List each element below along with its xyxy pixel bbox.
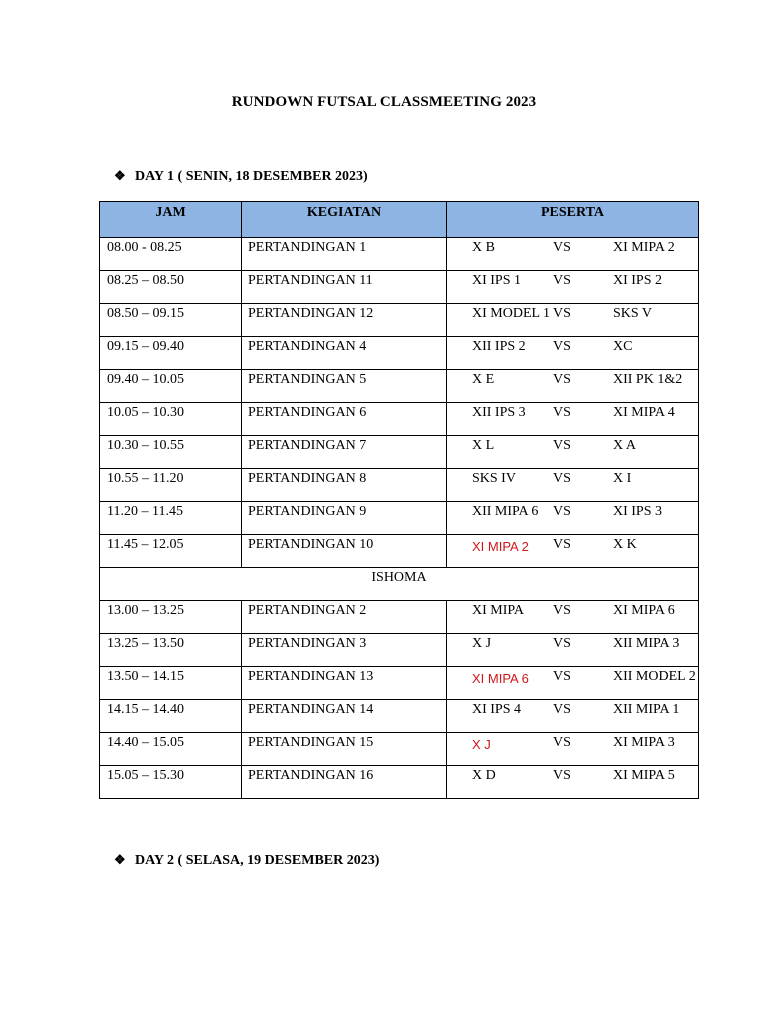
vs-label: VS (553, 537, 571, 552)
time-cell: 13.50 – 14.15 (100, 667, 242, 700)
team-b: XI MIPA 3 (613, 735, 675, 750)
vs-label: VS (553, 702, 571, 717)
column-header-peserta: PESERTA (447, 202, 699, 238)
team-b: XI MIPA 4 (613, 405, 675, 420)
participants-cell (447, 601, 699, 634)
team-b: XII MIPA 1 (613, 702, 680, 717)
participants-cell (447, 304, 699, 337)
vs-label: VS (553, 669, 571, 684)
activity-cell: PERTANDINGAN 7 (242, 436, 447, 469)
participants-cell (447, 766, 699, 799)
vs-label: VS (553, 471, 571, 486)
document-title: RUNDOWN FUTSAL CLASSMEETING 2023 (231, 94, 537, 110)
team-b: XII PK 1&2 (613, 372, 683, 387)
day2-heading (114, 852, 379, 869)
table-row (100, 766, 699, 799)
table-row (100, 700, 699, 733)
table-row (100, 238, 699, 271)
team-a: XI MIPA (472, 603, 524, 618)
vs-label: VS (553, 438, 571, 453)
time-cell: 10.05 – 10.30 (100, 403, 242, 436)
diamond-bullet-icon: ❖ (114, 168, 126, 183)
vs-label: VS (553, 306, 571, 321)
time-cell: 08.50 – 09.15 (100, 304, 242, 337)
activity-cell: PERTANDINGAN 12 (242, 304, 447, 337)
participants-cell (447, 436, 699, 469)
team-b: XI MIPA 5 (613, 768, 675, 783)
vs-label: VS (553, 504, 571, 519)
column-header-jam: JAM (100, 202, 242, 238)
team-b: XC (613, 339, 633, 354)
participants-cell (447, 337, 699, 370)
activity-cell: PERTANDINGAN 8 (242, 469, 447, 502)
team-a: X D (472, 768, 496, 783)
time-cell: 08.00 - 08.25 (100, 238, 242, 271)
schedule-table (99, 201, 699, 799)
participants-cell (447, 700, 699, 733)
vs-label: VS (553, 405, 571, 420)
vs-label: VS (553, 372, 571, 387)
team-a: XII MIPA 6 (472, 504, 539, 519)
time-cell: 08.25 – 08.50 (100, 271, 242, 304)
participants-cell (447, 502, 699, 535)
break-row (100, 568, 699, 601)
table-row (100, 403, 699, 436)
table-row (100, 436, 699, 469)
participants-cell (447, 535, 699, 568)
team-a: X J (472, 636, 492, 651)
table-row (100, 370, 699, 403)
table-row (100, 733, 699, 766)
team-a: X L (472, 438, 495, 453)
day1-heading-text: DAY 1 ( SENIN, 18 DESEMBER 2023) (135, 169, 368, 184)
column-header-kegiatan: KEGIATAN (242, 202, 447, 238)
team-a: XII IPS 3 (472, 405, 526, 420)
activity-cell: PERTANDINGAN 4 (242, 337, 447, 370)
time-cell: 09.40 – 10.05 (100, 370, 242, 403)
participants-cell (447, 733, 699, 766)
vs-label: VS (553, 273, 571, 288)
time-cell: 15.05 – 15.30 (100, 766, 242, 799)
activity-cell: PERTANDINGAN 1 (242, 238, 447, 271)
time-cell: 13.25 – 13.50 (100, 634, 242, 667)
team-a: X E (472, 372, 495, 387)
table-row (100, 535, 699, 568)
table-row (100, 502, 699, 535)
team-a: SKS IV (472, 471, 516, 486)
break-label: ISHOMA (100, 568, 699, 601)
vs-label: VS (553, 339, 571, 354)
team-b: XI MIPA 2 (613, 240, 675, 255)
team-b: X A (613, 438, 636, 453)
table-row (100, 271, 699, 304)
participants-cell (447, 667, 699, 700)
time-cell: 14.15 – 14.40 (100, 700, 242, 733)
table-row (100, 469, 699, 502)
activity-cell: PERTANDINGAN 11 (242, 271, 447, 304)
day2-heading-text: DAY 2 ( SELASA, 19 DESEMBER 2023) (135, 853, 380, 868)
team-a: XI MIPA 6 (472, 671, 529, 686)
team-b: X K (613, 537, 637, 552)
participants-cell (447, 271, 699, 304)
vs-label: VS (553, 636, 571, 651)
vs-label: VS (553, 240, 571, 255)
team-a: X B (472, 240, 495, 255)
team-a: XI MIPA 2 (472, 539, 529, 554)
table-header-row (100, 202, 699, 238)
vs-label: VS (553, 735, 571, 750)
team-b: SKS V (613, 306, 653, 321)
table-row (100, 304, 699, 337)
participants-cell (447, 403, 699, 436)
team-a: XI IPS 1 (472, 273, 522, 288)
time-cell: 11.45 – 12.05 (100, 535, 242, 568)
participants-cell (447, 238, 699, 271)
team-a: XI MODEL 1 (472, 306, 551, 321)
team-b: XII MIPA 3 (613, 636, 680, 651)
team-b: XI MIPA 6 (613, 603, 675, 618)
team-a: X J (472, 737, 491, 752)
activity-cell: PERTANDINGAN 5 (242, 370, 447, 403)
time-cell: 09.15 – 09.40 (100, 337, 242, 370)
vs-label: VS (553, 603, 571, 618)
participants-cell (447, 469, 699, 502)
table-row (100, 337, 699, 370)
activity-cell: PERTANDINGAN 6 (242, 403, 447, 436)
participants-cell (447, 634, 699, 667)
day1-heading (114, 168, 368, 185)
activity-cell: PERTANDINGAN 2 (242, 601, 447, 634)
team-b: XII MODEL 2 (613, 669, 696, 684)
time-cell: 11.20 – 11.45 (100, 502, 242, 535)
team-a: XII IPS 2 (472, 339, 526, 354)
activity-cell: PERTANDINGAN 3 (242, 634, 447, 667)
activity-cell: PERTANDINGAN 13 (242, 667, 447, 700)
activity-cell: PERTANDINGAN 15 (242, 733, 447, 766)
time-cell: 10.30 – 10.55 (100, 436, 242, 469)
team-b: X I (613, 471, 632, 486)
activity-cell: PERTANDINGAN 10 (242, 535, 447, 568)
team-a: XI IPS 4 (472, 702, 522, 717)
time-cell: 10.55 – 11.20 (100, 469, 242, 502)
table-row (100, 667, 699, 700)
activity-cell: PERTANDINGAN 9 (242, 502, 447, 535)
activity-cell: PERTANDINGAN 16 (242, 766, 447, 799)
time-cell: 14.40 – 15.05 (100, 733, 242, 766)
time-cell: 13.00 – 13.25 (100, 601, 242, 634)
team-b: XI IPS 2 (613, 273, 663, 288)
table-row (100, 634, 699, 667)
vs-label: VS (553, 768, 571, 783)
table-row (100, 601, 699, 634)
team-b: XI IPS 3 (613, 504, 663, 519)
activity-cell: PERTANDINGAN 14 (242, 700, 447, 733)
diamond-bullet-icon: ❖ (114, 852, 126, 867)
participants-cell (447, 370, 699, 403)
schedule-body (100, 238, 699, 799)
